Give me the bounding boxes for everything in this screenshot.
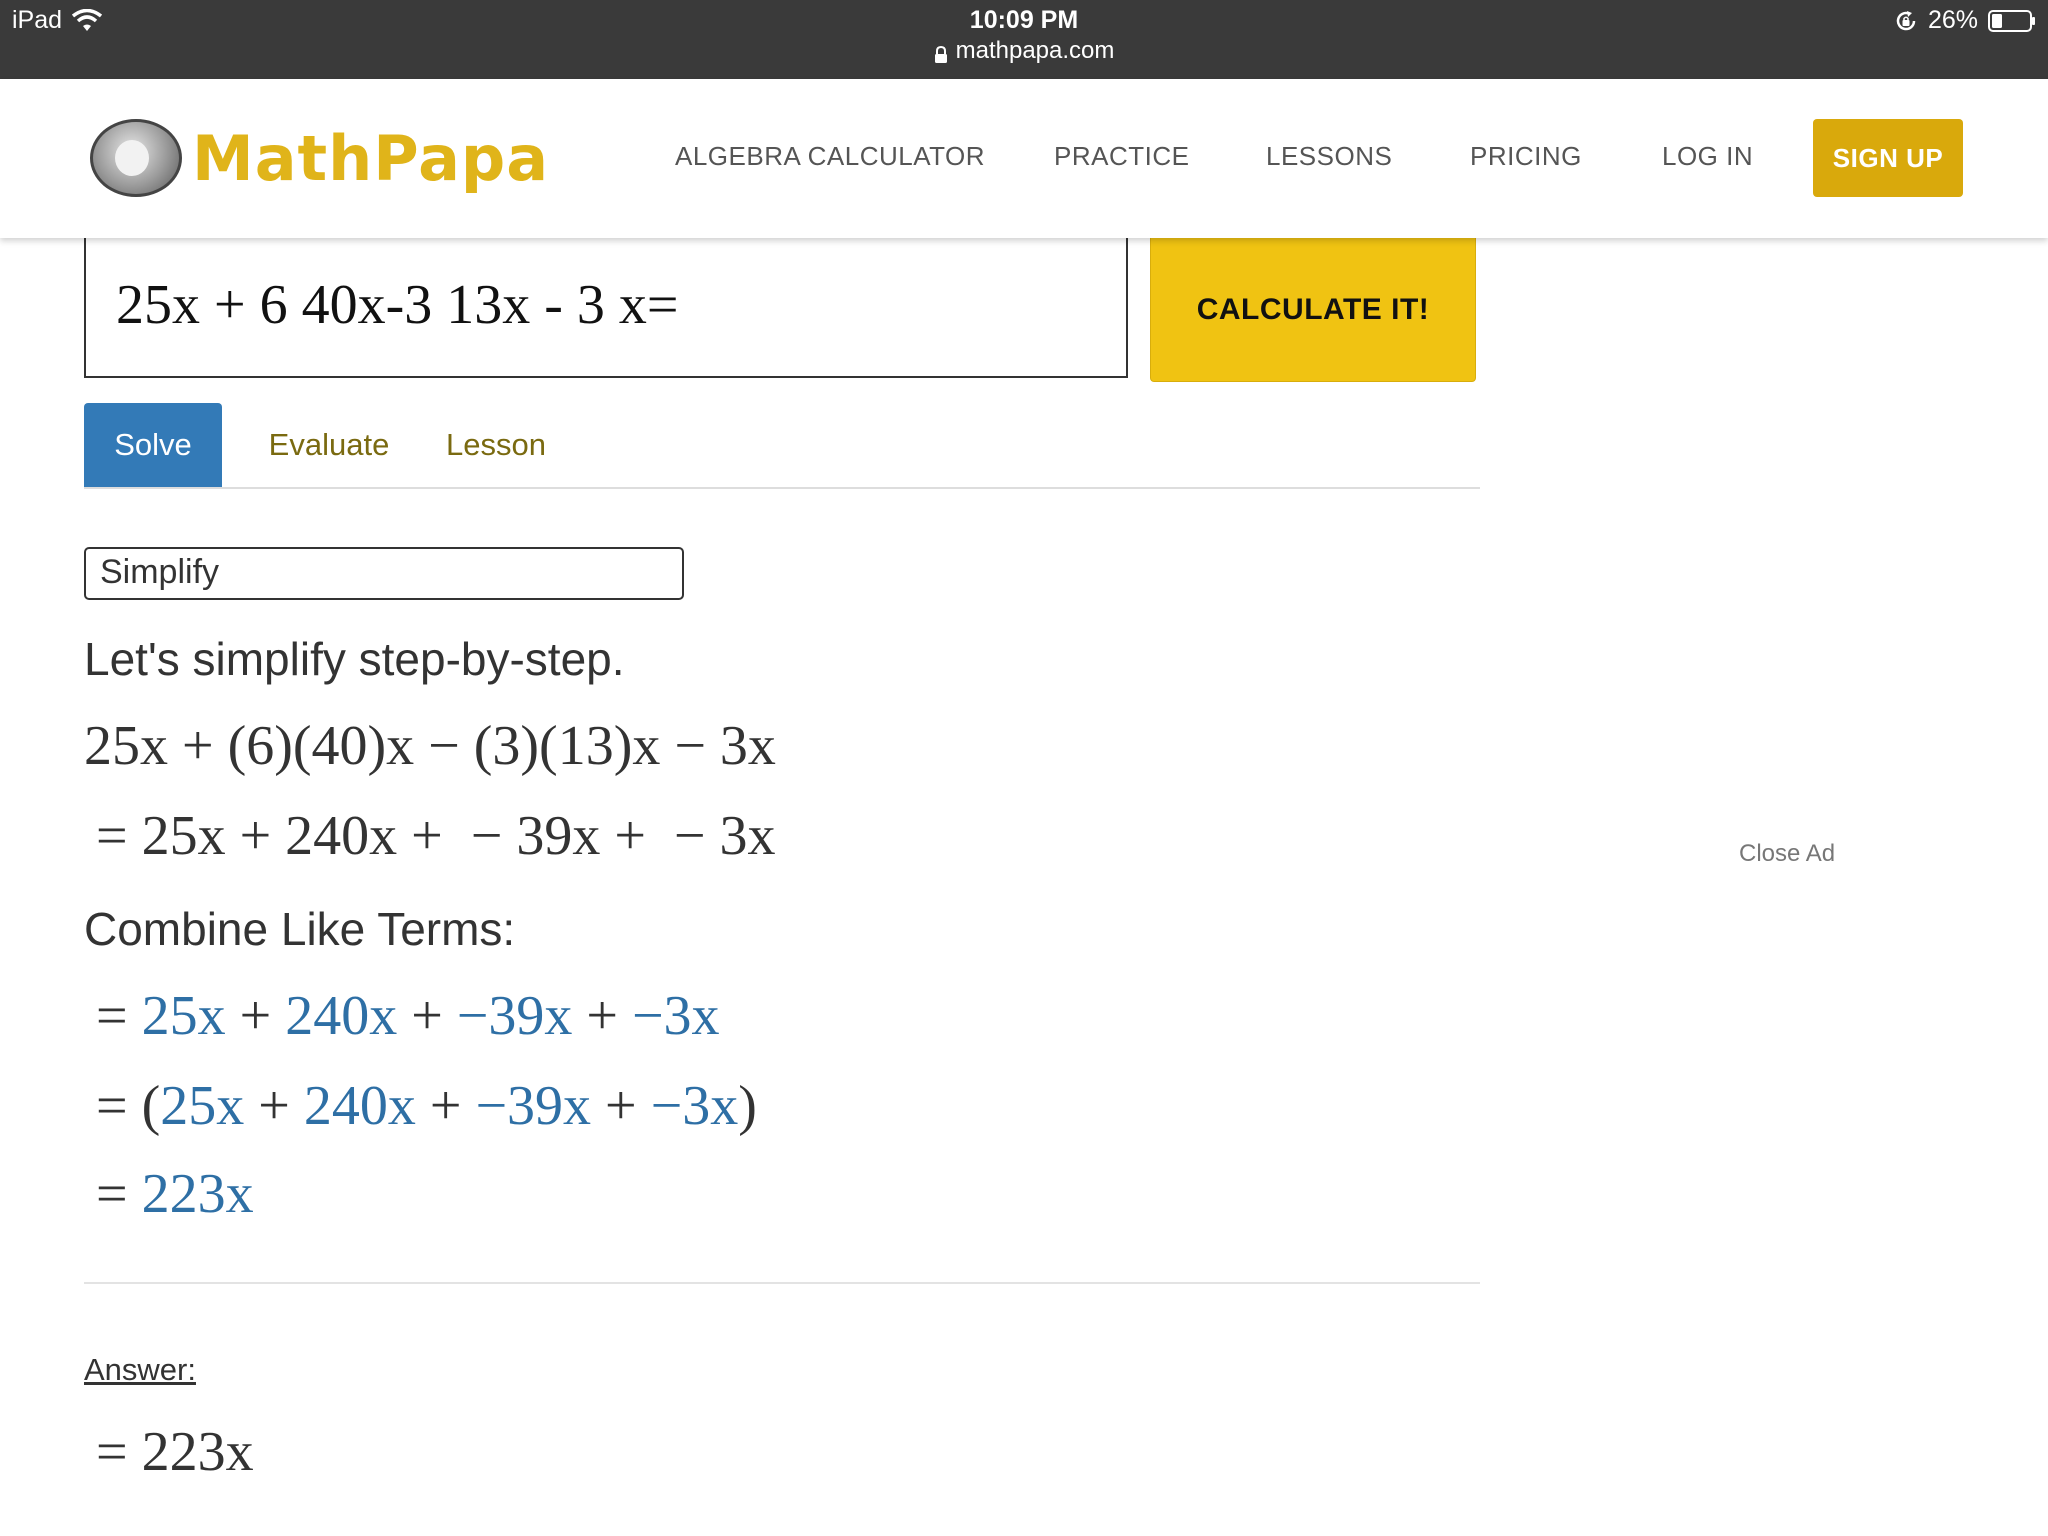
sign-up-button[interactable]: SIGN UP bbox=[1813, 119, 1963, 197]
rotation-lock-icon bbox=[1894, 9, 1918, 33]
nav-practice[interactable]: PRACTICE bbox=[1054, 141, 1190, 171]
open-paren: ( bbox=[141, 1075, 161, 1137]
term: −3x bbox=[650, 1075, 739, 1137]
original-expression: 25x + (6)(40)x − (3)(13)x − 3x bbox=[84, 715, 776, 777]
battery-icon bbox=[1988, 10, 2036, 32]
close-ad-link[interactable]: Close Ad bbox=[1739, 840, 1836, 867]
operator: + bbox=[244, 1075, 304, 1137]
answer-label: Answer: bbox=[84, 1352, 196, 1387]
tab-solve[interactable]: Solve bbox=[84, 403, 222, 487]
nav-pricing[interactable]: PRICING bbox=[1470, 141, 1582, 171]
equation-input[interactable]: 25x + 6 40x-3 13x - 3 x= bbox=[84, 237, 1128, 378]
term: −39x bbox=[456, 985, 573, 1047]
status-time: 10:09 PM bbox=[969, 6, 1079, 34]
calculate-button[interactable]: CALCULATE IT! bbox=[1150, 237, 1476, 382]
equals-sign: = bbox=[96, 1163, 142, 1225]
operator: + bbox=[397, 985, 457, 1047]
operator: + bbox=[225, 985, 286, 1047]
term: 25x bbox=[160, 1075, 245, 1137]
nav-lessons[interactable]: LESSONS bbox=[1266, 141, 1393, 171]
term: 25x bbox=[141, 985, 226, 1047]
lock-icon bbox=[934, 42, 948, 60]
solution-intro: Let's simplify step-by-step. bbox=[84, 633, 625, 685]
term: 240x bbox=[303, 1075, 416, 1137]
combine-line-3 bbox=[96, 1162, 254, 1226]
term: −39x bbox=[475, 1075, 592, 1137]
logo-text: MathPapa bbox=[192, 121, 550, 195]
step-title-box: Simplify bbox=[84, 547, 684, 600]
expanded-expression: = 25x + 240x + − 39x + − 3x bbox=[96, 805, 776, 867]
combine-heading: Combine Like Terms: bbox=[84, 903, 516, 955]
logo-face-icon bbox=[90, 119, 182, 197]
operator: + bbox=[591, 1075, 651, 1137]
address-bar[interactable] bbox=[934, 36, 1115, 66]
equals-sign: = bbox=[96, 1075, 142, 1137]
final-answer: = 223x bbox=[96, 1421, 254, 1483]
term: −3x bbox=[631, 985, 720, 1047]
tab-lesson[interactable]: Lesson bbox=[446, 427, 546, 462]
status-bar bbox=[0, 0, 2048, 79]
battery-percent: 26% bbox=[1927, 6, 1978, 34]
combine-line-2 bbox=[96, 1074, 757, 1138]
combine-line-1 bbox=[96, 984, 720, 1048]
close-paren: ) bbox=[738, 1075, 757, 1137]
mathpapa-logo[interactable] bbox=[90, 119, 549, 197]
nav-log-in[interactable]: LOG IN bbox=[1662, 141, 1754, 171]
section-divider bbox=[84, 1282, 1480, 1284]
solution-tabs bbox=[84, 403, 1480, 489]
equals-sign: = bbox=[96, 985, 142, 1047]
operator: + bbox=[415, 1075, 476, 1137]
operator: + bbox=[572, 985, 632, 1047]
term: 240x bbox=[285, 985, 398, 1047]
site-header bbox=[0, 79, 2048, 238]
url-text: mathpapa.com bbox=[955, 37, 1115, 64]
nav-algebra-calculator[interactable]: ALGEBRA CALCULATOR bbox=[675, 141, 986, 171]
device-name: iPad bbox=[12, 6, 63, 34]
status-right bbox=[1894, 6, 2036, 35]
result-term: 223x bbox=[141, 1163, 254, 1225]
tab-evaluate[interactable]: Evaluate bbox=[268, 427, 390, 462]
status-center bbox=[0, 4, 2048, 69]
